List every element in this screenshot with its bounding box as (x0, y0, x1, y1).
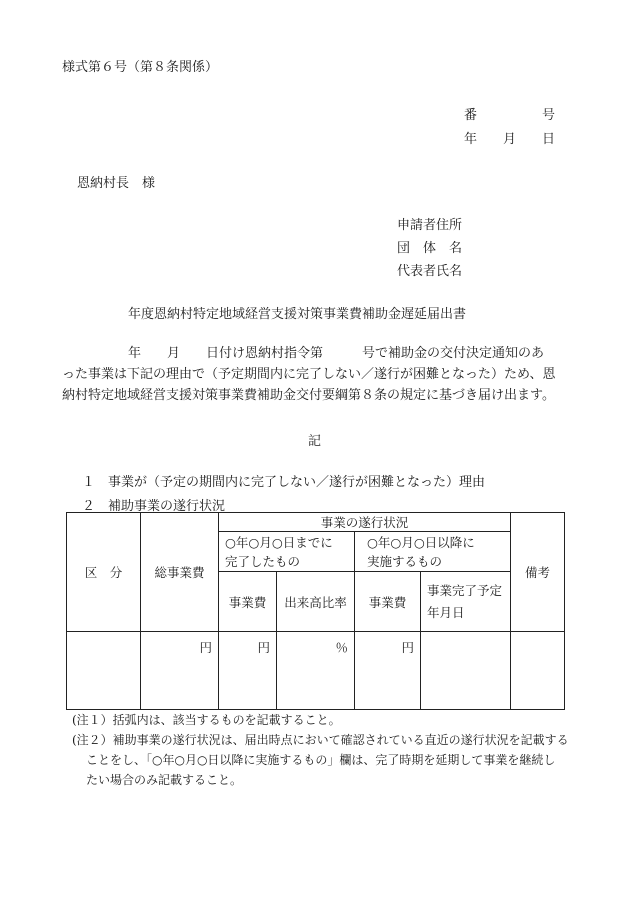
cell-cost-2: 円 (355, 632, 421, 710)
header-planned-line1: 事業完了予定 (427, 582, 503, 598)
header-after (355, 532, 511, 572)
item-reason: １ 事業が（予定の期間内に完了しない／遂行が困難となった）理由 (82, 475, 486, 490)
cell-progress-ratio: ％ (277, 632, 355, 710)
cell-planned-date (421, 632, 511, 710)
header-total-cost: 総事業費 (141, 513, 219, 632)
note-2: (注２）補助事業の遂行状況は、届出時点において確認されている直近の遂行状況を記載する (72, 733, 569, 747)
note-2-cont-1: ことをし、「○年○月○日以降に実施するもの」欄は、完了時期を延期して事業を継続し (86, 753, 556, 767)
header-completed-by-line2: 完了したもの (225, 553, 301, 569)
form-number: 様式第６号（第８条関係） (62, 60, 219, 75)
note-1: (注１）括弧内は、該当するものを記載すること。 (72, 713, 341, 727)
applicant-address: 申請者住所 (397, 218, 463, 233)
header-planned-line2: 年月日 (427, 604, 465, 620)
header-cost-1: 事業費 (219, 572, 277, 632)
cell-total-cost: 円 (141, 632, 219, 710)
header-after-line1: ○年○月○日以降に (367, 534, 475, 550)
header-after-line2: 実施するもの (367, 553, 443, 569)
applicant-org: 団 体 名 (397, 241, 463, 256)
header-completed-by-line1: ○年○月○日までに (225, 534, 333, 550)
header-completed-by (219, 532, 355, 572)
document-number: 番 号 (464, 108, 556, 123)
document-title: 年度恩納村特定地域経営支援対策事業費補助金遅延届出書 (128, 307, 467, 322)
header-planned-date (421, 572, 511, 632)
cell-remarks (511, 632, 565, 710)
ki-heading: 記 (308, 434, 322, 449)
body-line-3: 納村特定地域経営支援対策事業費補助金交付要綱第８条の規定に基づき届け出ます。 (62, 388, 555, 403)
cell-kubun (67, 632, 141, 710)
cell-cost-1: 円 (219, 632, 277, 710)
document-date: 年 月 日 (464, 132, 556, 147)
header-cost-2: 事業費 (355, 572, 421, 632)
header-kubun: 区 分 (67, 513, 141, 632)
applicant-representative: 代表者氏名 (397, 264, 463, 279)
addressee: 恩納村長 様 (77, 176, 156, 191)
body-line-1: 年 月 日付け恩納村指令第 号で補助金の交付決定通知のあ (128, 346, 545, 361)
note-2-cont-2: たい場合のみ記載すること。 (86, 773, 243, 787)
item-status: ２ 補助事業の遂行状況 (82, 499, 226, 514)
header-status: 事業の遂行状況 (219, 513, 511, 532)
header-progress-ratio: 出来高比率 (277, 572, 355, 632)
body-line-2: った事業は下記の理由で（予定期間内に完了しない／遂行が困難となった）ため、恩 (62, 367, 556, 382)
status-table (66, 512, 565, 710)
header-remarks: 備考 (511, 513, 565, 632)
